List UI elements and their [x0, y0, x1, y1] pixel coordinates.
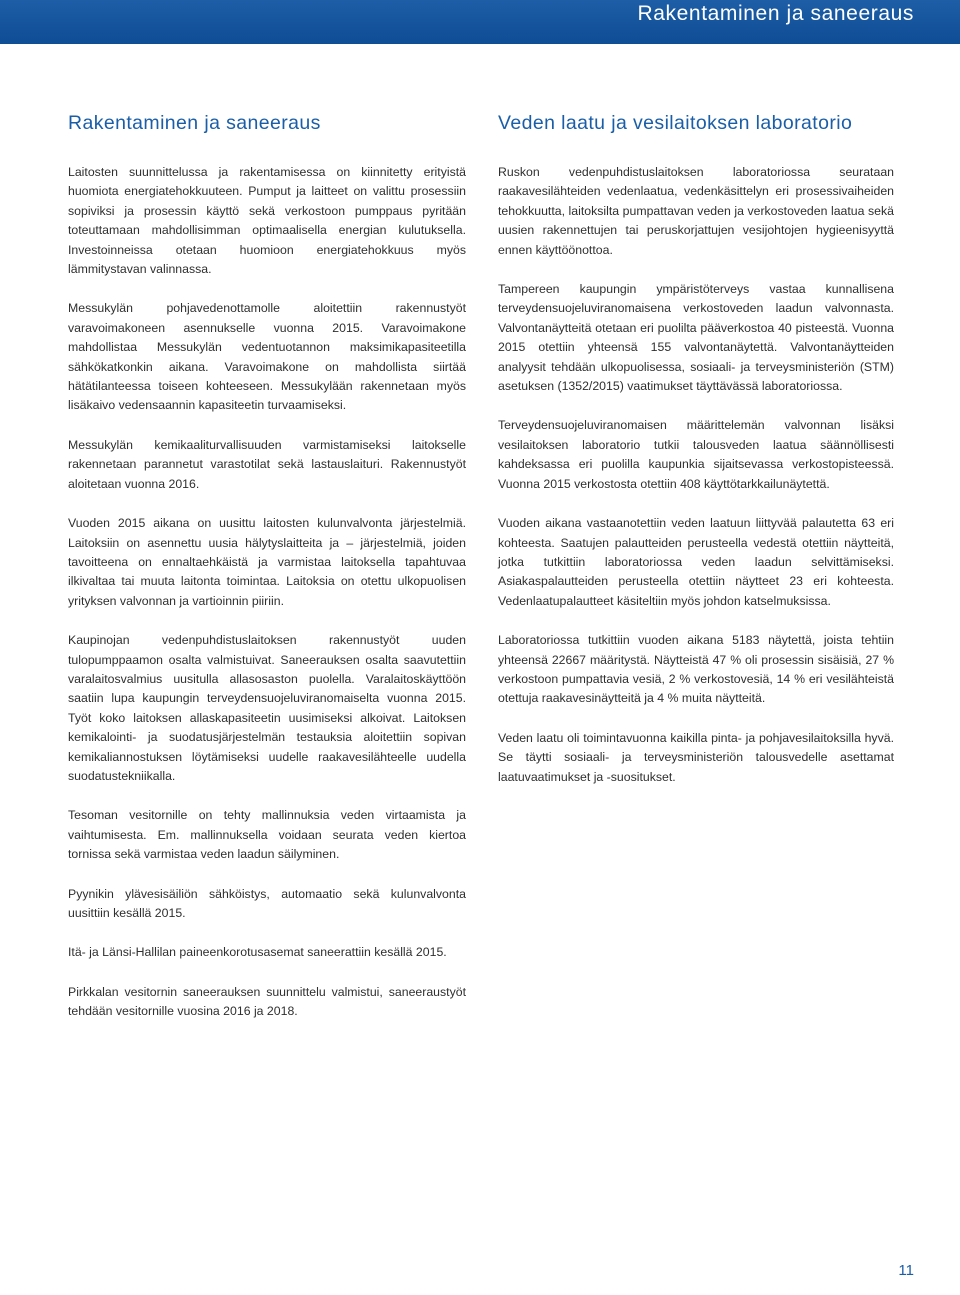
- paragraph: Tampereen kaupungin ympäristöterveys vastaa kunnallisena terveydensuojeluviranomaisena verkostoveden laadun valvonnasta. Valvontanäytteitä otetaan eri puolilta pääverkostoa 40 pisteestä. Vuonna 2015 otettiin yhteensä 155 valvontanäytettä. Valvontanäytteiden analyysit tehdään ulkopuolisessa, sosiaali- ja terveysministeriön (STM) asetuksen (1352/2015) vaatimukset täyttävässä laboratoriossa.: [498, 282, 894, 394]
- paragraph: Pirkkalan vesitornin saneerauksen suunnittelu valmistui, saneeraustyöt tehdään vesitornille vuosina 2016 ja 2018.: [68, 984, 466, 1019]
- paragraph: Terveydensuojeluviranomaisen määrittelemän valvonnan lisäksi vesilaitoksen laboratorio tutkii talousveden laatua säännöllisesti kahdeksassa eri puolilla kaupunkia sijaitsevassa verkostopisteessä. Vuonna 2015 verkostosta otettiin 408 käyttötarkkailunäytettä.: [498, 418, 894, 491]
- section-heading-water-quality: Veden laatu ja vesilaitoksen laboratorio: [498, 112, 853, 134]
- paragraph: Messukylän kemikaaliturvallisuuden varmistamiseksi laitokselle rakennetaan parannetut varastotilat sekä lastauslaituri. Rakennustyöt aloitetaan vuonna 2016.: [68, 437, 466, 491]
- section-heading-construction: Rakentaminen ja saneeraus: [68, 112, 321, 134]
- paragraph: Tesoman vesitornille on tehty mallinnuksia veden virtaamista ja vaihtumisesta. Em. mallinnuksella voidaan seurata veden kiertoa tornissa sekä varmistaa veden laadun säilyminen.: [68, 808, 466, 862]
- paragraph: Ruskon vedenpuhdistuslaitoksen laboratoriossa seurataan raakavesilähteiden vedenlaatua, vedenkäsittelyn eri prosessivaiheiden tehokkuutta, laitoksilta pumpattavan veden ja verkostoveden laatua sekä uusien rakennettujen tai peruskorjattujen vesijohtojen hygieenisyyttä ennen käyttöönottoa.: [498, 165, 894, 257]
- paragraph: Messukylän pohjavedenottamolle aloitettiin rakennustyöt varavoimakoneen asennukselle vuonna 2015. Varavoimakone mahdollistaa Messukylän vedentuotannon maksimikapasiteetilla sähkökatkonkin aikana. Varavoimakone on mahdollista siirtää hätätilanteessa toiseen kohteeseen. Messukylään rakennetaan myös lisäkaivo vedensaannin kapasiteetin turvaamiseksi.: [68, 301, 466, 413]
- paragraph: Laboratoriossa tutkittiin vuoden aikana 5183 näytettä, joista tehtiin yhteensä 22667 määritystä. Näytteistä 47 % oli prosessin sisäisiä, 27 % verkostoon pumpattavia vesiä, 2 % verkostovesiä, 14 % eri vesilähteistä otettuja raakavesinäytteitä ja 4 % muita näytteitä.: [498, 633, 894, 706]
- paragraph: Vuoden 2015 aikana on uusittu laitosten kulunvalvonta järjestelmiä. Laitoksiin on asennettu uusia hälytyslaitteita ja – järjestelmiä, joiden tavoitteena on ennaltaehkäistä ja varmistaa laitoksella tapahtuvaa ilkivaltaa tai muuta laitonta toimintaa. Laitoksia on otettu ulkopuolisen yrityksen valvonnan ja vartioinnin piiriin.: [68, 516, 466, 608]
- paragraph: Pyynikin ylävesisäiliön sähköistys, automaatio sekä kulunvalvonta uusittiin kesällä 2015.: [68, 886, 466, 920]
- header-band: [0, 0, 960, 44]
- page-number: 11: [898, 1262, 914, 1279]
- paragraph: Laitosten suunnittelussa ja rakentamisessa on kiinnitetty erityistä huomiota energiatehokkuuteen. Pumput ja laitteet on valittu prosessiin sopiviksi ja prosessin käyttö sekä verkostoon pumppaus pyritään toteuttamaan mahdollisimman optimaalisella energian kulutuksella. Investoinneissa otetaan huomioon energiatehokkuus myös lämmitystavan valinnassa.: [68, 165, 466, 277]
- paragraph: Itä- ja Länsi-Hallilan paineenkorotusasemat saneerattiin kesällä 2015.: [68, 945, 447, 960]
- left-column: [68, 110, 466, 1042]
- paragraph: Kaupinojan vedenpuhdistuslaitoksen rakennustyöt uuden tulopumppaamon osalta valmistuivat. Saneerauksen osalta saavutettiin varalaitosvalmius uusitulla allasosaston puolella. Varalaitoskäyttöön saatiin lupa kaupungin terveydensuojeluviranomaiselta vuonna 2015. Työt koko laitoksen allaskapasiteetin uusimiseksi alkoivat. Laitoksen kemikalointi- ja suodatusjärjestelmän testauksia aloitettiin sopivan kemikaliannostuksen löytämiseksi uudelle raakavesilähteelle uudella suodatustekniikalla.: [68, 633, 466, 783]
- header-title: Rakentaminen ja saneeraus: [637, 2, 914, 25]
- right-column: [498, 110, 894, 807]
- paragraph: Veden laatu oli toimintavuonna kaikilla pinta- ja pohjavesilaitoksilla hyvä. Se täytti sosiaali- ja terveysministeriön talousvedelle asettamat laatuvaatimukset ja -suositukset.: [498, 730, 894, 784]
- paragraph: Vuoden aikana vastaanotettiin veden laatuun liittyvää palautetta 63 eri kohteesta. Saatujen palautteiden perusteella vedestä otettiin näytteitä, jotka tutkittiin laboratoriossa veden laadun selvittämiseksi. Asiakaspalautteiden perusteella otettiin näytteet 23 eri kohteesta. Vedenlaatupalautteet käsiteltiin myös johdon katselmuksissa.: [498, 516, 894, 608]
